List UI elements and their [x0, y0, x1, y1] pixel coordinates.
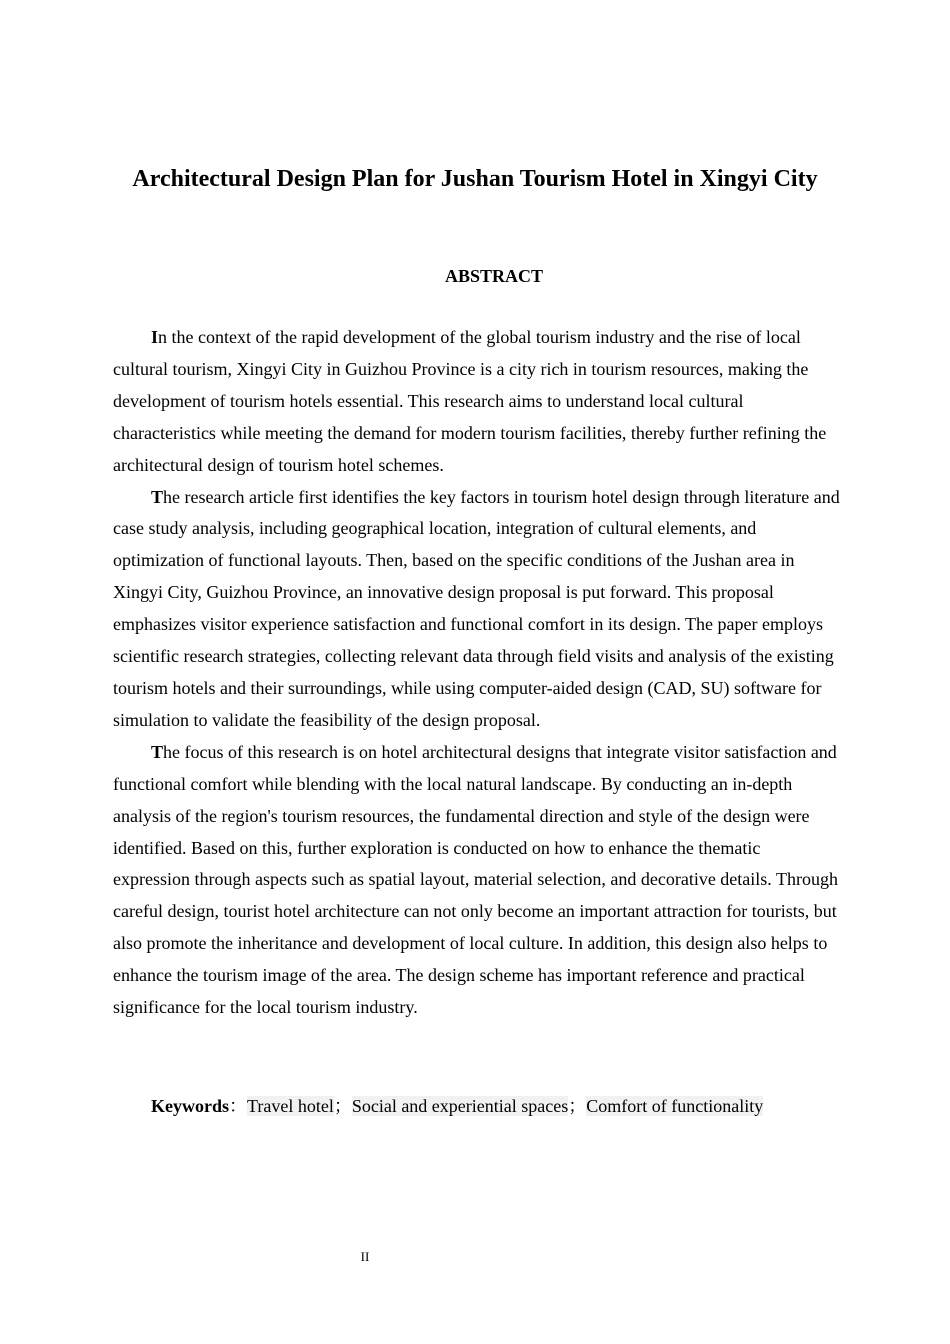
paragraph-text: he research article first identifies the key factors in tourism hotel design through literature and case study analysis, including geographical location, integration of cultural elements, and optimization of functional layouts. Then, based on the specific conditions of the Jushan area in Xingyi City, Guizhou Province, an innovative design proposal is put forward. This proposal emphasizes visitor experience satisfaction and functional comfort in its design. The paper employs scientific research strategies, collecting relevant data through field visits and analysis of the existing tourism hotels and their surroundings, while using computer-aided design (CAD, SU) software for simulation to validate the feasibility of the design proposal.: [113, 486, 840, 730]
keywords-label: Keywords: [151, 1096, 229, 1116]
abstract-paragraph: [113, 322, 841, 482]
paragraph-lead-letter: I: [151, 327, 159, 347]
keyword-item: Travel hotel: [247, 1096, 334, 1116]
document-title: Architectural Design Plan for Jushan Tourism Hotel in Xingyi City: [132, 166, 818, 192]
keyword-item: Comfort of functionality: [586, 1096, 764, 1116]
abstract-paragraph: [113, 737, 841, 1024]
abstract-heading: ABSTRACT: [444, 266, 544, 286]
keyword-separator: ；: [333, 1096, 352, 1116]
abstract-body: [113, 322, 841, 1024]
keyword-item: Social and experiential spaces: [351, 1096, 569, 1116]
keywords-separator: ：: [229, 1096, 247, 1116]
paragraph-lead-letter: T: [151, 486, 164, 507]
paragraph-text: n the context of the rapid development of the global tourism industry and the rise of local cultural tourism, Xingyi City in Guizhou Province is a city rich in tourism resources, making the development of tourism hotels essential. This research aims to understand local cultural characteristics while meeting the demand for modern tourism facilities, thereby further refining the architectural design of tourism hotel schemes.: [113, 327, 827, 475]
paragraph-text: he focus of this research is on hotel architectural designs that integrate visitor satisfaction and functional comfort while blending with the local natural landscape. By conducting an in-depth analysis of the region's tourism resources, the fundamental direction and style of the design were identified. Based on this, further exploration is conducted on how to enhance the thematic expression through aspects such as spatial layout, material selection, and decorative details. Through careful design, tourist hotel architecture can not only become an important attraction for tourists, but also promote the inheritance and development of local culture. In addition, this design also helps to enhance the tourism image of the area. The design scheme has important reference and practical significance for the local tourism industry.: [113, 741, 838, 1018]
keyword-separator: ；: [568, 1096, 587, 1116]
paragraph-lead-letter: T: [151, 741, 164, 762]
keywords-line: [151, 1092, 763, 1120]
abstract-paragraph: [113, 482, 841, 737]
page-number: II: [360, 1249, 370, 1264]
